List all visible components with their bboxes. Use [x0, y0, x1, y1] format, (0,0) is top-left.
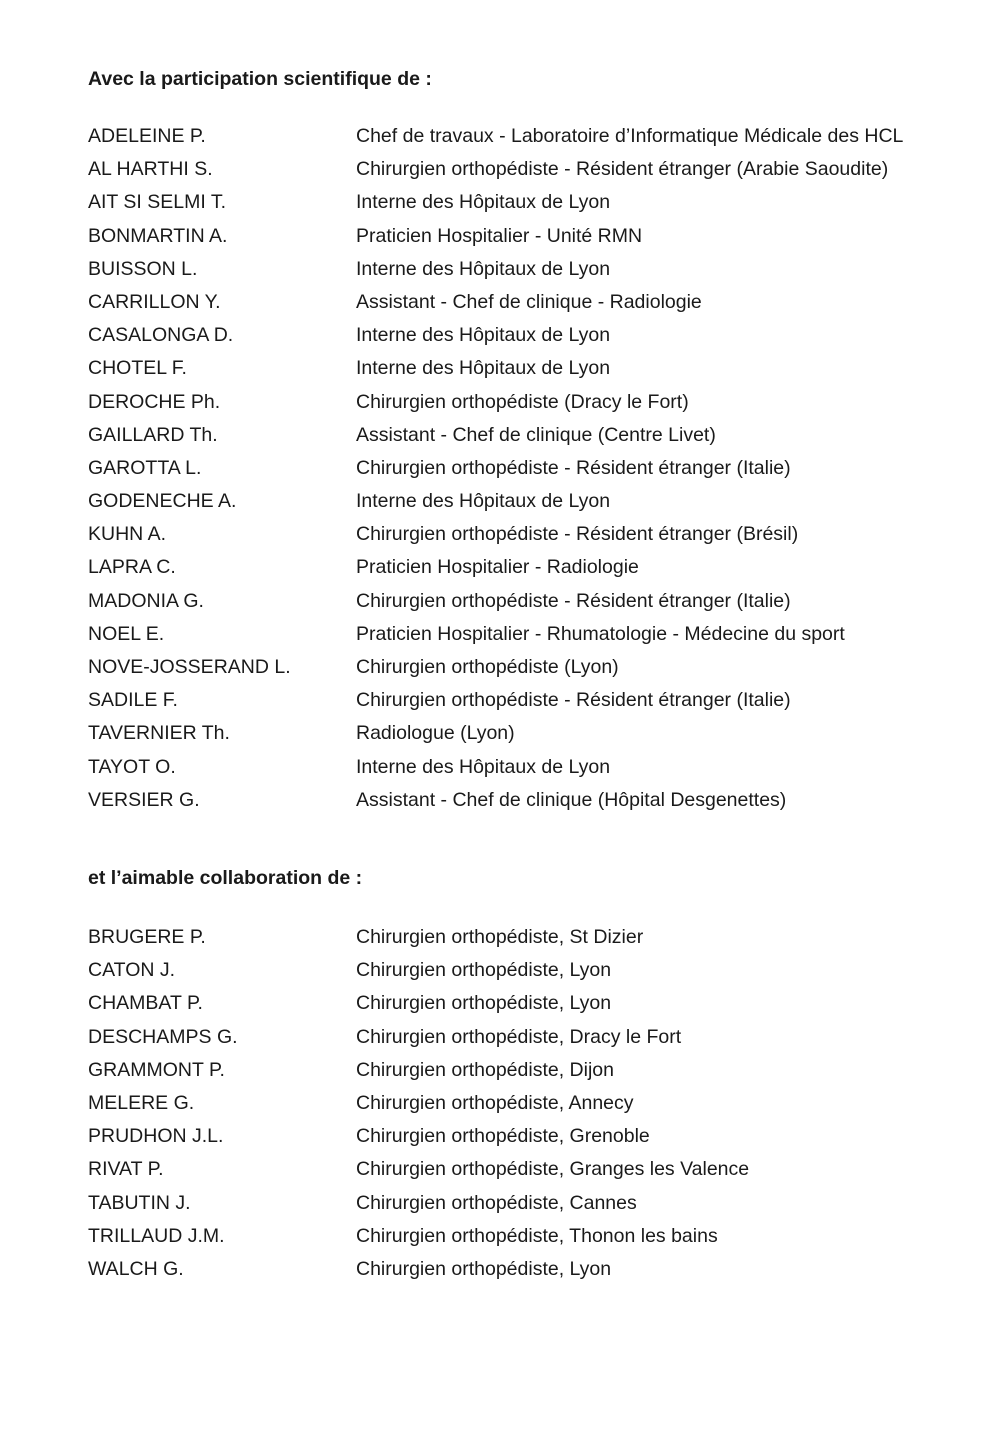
person-role: Chirurgien orthopédiste, Lyon [356, 1257, 612, 1280]
person-role: Chirurgien orthopédiste, Grenoble [356, 1125, 650, 1148]
person-name: MELERE G. [88, 1091, 195, 1114]
person-role: Assistant - Chef de clinique (Hôpital Desgenettes) [356, 788, 787, 811]
list-item [0, 1025, 1000, 1058]
list-item [0, 958, 1000, 991]
list-item [0, 1191, 1000, 1224]
person-role: Chirurgien orthopédiste, Dracy le Fort [356, 1025, 682, 1048]
person-role: Chirurgien orthopédiste - Résident étranger (Arabie Saoudite) [356, 158, 889, 181]
person-role: Interne des Hôpitaux de Lyon [356, 490, 611, 513]
person-name: BRUGERE P. [88, 926, 206, 948]
person-role: Chirurgien orthopédiste, Lyon [356, 959, 612, 982]
person-role: Chirurgien orthopédiste, Annecy [356, 1091, 634, 1114]
list-item [0, 390, 1000, 423]
person-role: Chirurgien orthopédiste - Résident étranger (Brésil) [356, 523, 799, 546]
person-name: WALCH G. [88, 1257, 184, 1280]
person-role: Chirurgien orthopédiste (Dracy le Fort) [356, 390, 689, 413]
list-item [0, 1224, 1000, 1257]
person-role: Interne des Hôpitaux de Lyon [356, 755, 611, 778]
person-role: Radiologue (Lyon) [356, 722, 515, 745]
person-name: GAROTTA L. [88, 456, 202, 479]
person-role: Assistant - Chef de clinique - Radiologie [356, 290, 702, 313]
person-name: GRAMMONT P. [88, 1058, 225, 1081]
person-name: BONMARTIN A. [88, 224, 228, 247]
list-item [0, 124, 1000, 157]
section-heading-collaboration: et l’aimable collaboration de : [88, 867, 363, 889]
person-name: CARRILLON Y. [88, 290, 221, 313]
person-role: Chirurgien orthopédiste - Résident étranger (Italie) [356, 589, 791, 612]
list-item [0, 257, 1000, 290]
collaborators-list [0, 925, 1000, 1290]
person-role: Assistant - Chef de clinique (Centre Livet) [356, 423, 716, 446]
list-item [0, 721, 1000, 754]
list-item [0, 290, 1000, 323]
person-name: PRUDHON J.L. [88, 1125, 224, 1148]
person-role: Chirurgien orthopédiste (Lyon) [356, 656, 619, 678]
person-name: CASALONGA D. [88, 324, 234, 347]
section-heading-participation: Avec la participation scientifique de : [88, 68, 432, 90]
person-role: Praticien Hospitalier - Radiologie [356, 556, 639, 579]
person-role: Interne des Hôpitaux de Lyon [356, 357, 611, 380]
list-item [0, 1058, 1000, 1091]
person-role: Praticien Hospitalier - Unité RMN [356, 224, 643, 247]
person-name: GODENECHE A. [88, 490, 237, 513]
list-item [0, 489, 1000, 522]
person-role: Chirurgien orthopédiste - Résident étranger (Italie) [356, 456, 791, 479]
person-name: TRILLAUD J.M. [88, 1224, 225, 1247]
list-item [0, 157, 1000, 190]
list-item [0, 991, 1000, 1024]
person-name: CHAMBAT P. [88, 992, 203, 1015]
person-role: Chirurgien orthopédiste, Cannes [356, 1191, 637, 1214]
list-item [0, 356, 1000, 389]
person-name: AL HARTHI S. [88, 158, 213, 181]
list-item [0, 622, 1000, 655]
person-role: Praticien Hospitalier - Rhumatologie - Médecine du sport [356, 622, 845, 645]
person-name: GAILLARD Th. [88, 423, 218, 446]
person-role: Chirurgien orthopédiste, Granges les Valence [356, 1158, 750, 1181]
participants-list [0, 124, 1000, 821]
person-role: Interne des Hôpitaux de Lyon [356, 324, 611, 347]
list-item [0, 788, 1000, 821]
person-name: BUISSON L. [88, 257, 198, 280]
person-name: AIT SI SELMI T. [88, 191, 226, 214]
list-item [0, 688, 1000, 721]
list-item [0, 323, 1000, 356]
person-name: ADELEINE P. [88, 125, 206, 147]
list-item [0, 1091, 1000, 1124]
person-role: Chirurgien orthopédiste - Résident étranger (Italie) [356, 689, 791, 712]
list-item [0, 755, 1000, 788]
person-name: SADILE F. [88, 689, 178, 712]
person-role: Chef de travaux - Laboratoire d’Informatique Médicale des HCL [356, 125, 904, 147]
person-name: NOVE-JOSSERAND L. [88, 656, 291, 678]
list-item [0, 925, 1000, 958]
person-name: LAPRA C. [88, 556, 176, 579]
list-item [0, 1157, 1000, 1190]
person-name: CATON J. [88, 959, 176, 982]
person-role: Interne des Hôpitaux de Lyon [356, 191, 611, 214]
list-item [0, 1257, 1000, 1290]
list-item [0, 522, 1000, 555]
list-item [0, 190, 1000, 223]
list-item [0, 224, 1000, 257]
person-name: TAYOT O. [88, 755, 176, 778]
person-name: DEROCHE Ph. [88, 390, 221, 413]
person-role: Interne des Hôpitaux de Lyon [356, 257, 611, 280]
person-role: Chirurgien orthopédiste, Thonon les bains [356, 1224, 718, 1247]
list-item [0, 423, 1000, 456]
person-name: CHOTEL F. [88, 357, 187, 380]
person-name: MADONIA G. [88, 589, 204, 612]
person-name: RIVAT P. [88, 1158, 164, 1181]
person-name: DESCHAMPS G. [88, 1025, 238, 1048]
list-item [0, 1124, 1000, 1157]
person-name: TAVERNIER Th. [88, 722, 230, 745]
person-role: Chirurgien orthopédiste, St Dizier [356, 926, 644, 948]
person-role: Chirurgien orthopédiste, Dijon [356, 1058, 614, 1081]
person-name: TABUTIN J. [88, 1191, 191, 1214]
list-item [0, 589, 1000, 622]
person-role: Chirurgien orthopédiste, Lyon [356, 992, 612, 1015]
person-name: NOEL E. [88, 622, 165, 645]
person-name: KUHN A. [88, 523, 167, 546]
list-item [0, 655, 1000, 688]
person-name: VERSIER G. [88, 788, 200, 811]
list-item [0, 555, 1000, 588]
list-item [0, 456, 1000, 489]
